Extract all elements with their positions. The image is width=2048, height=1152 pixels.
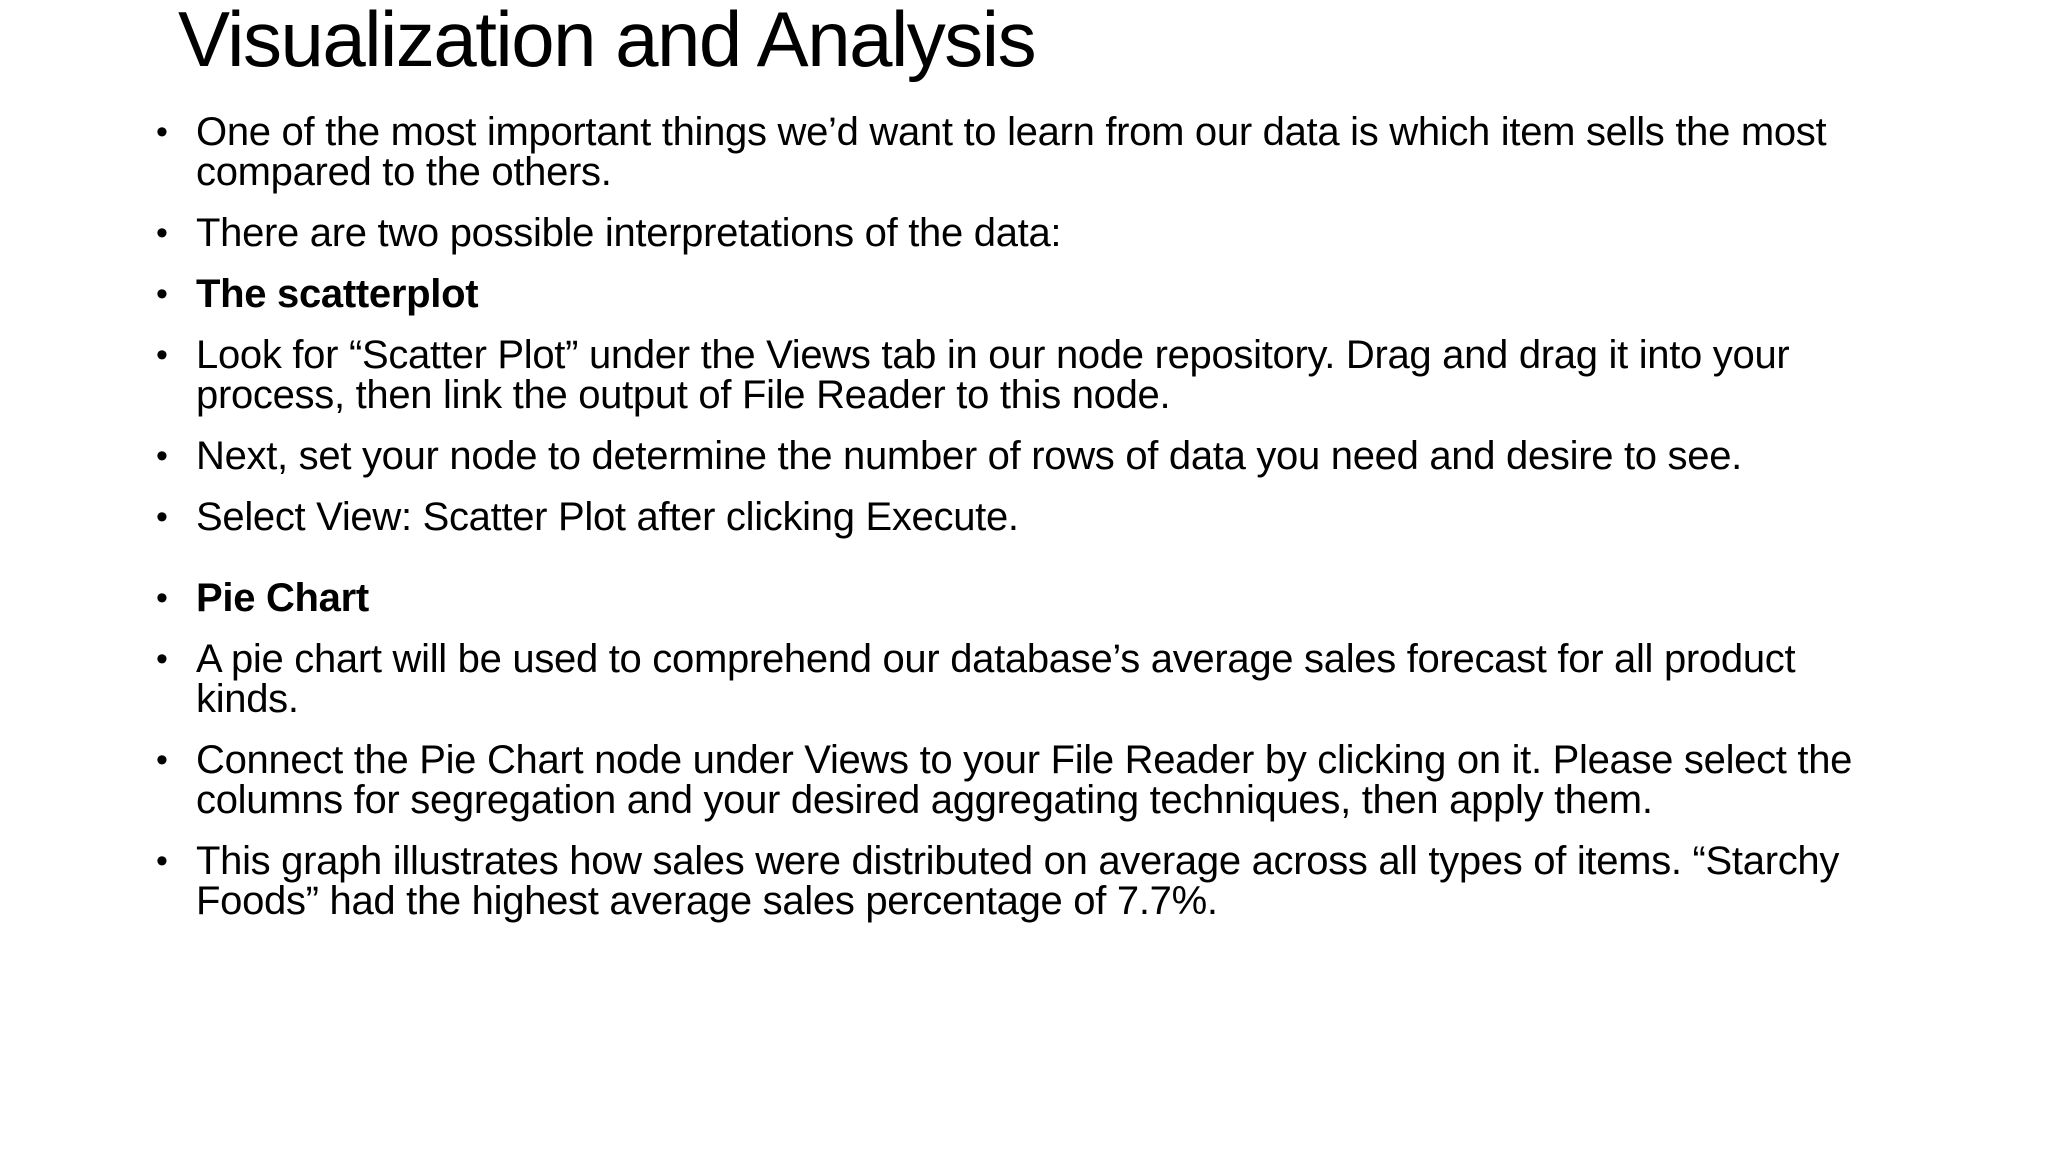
bullet-dot-icon: •	[156, 275, 168, 313]
bullet-item	[148, 436, 1908, 476]
bullet-item	[148, 639, 1908, 719]
bullet-text: Next, set your node to determine the number of rows of data you need and desire to see.	[196, 434, 1742, 478]
bullet-dot-icon: •	[156, 498, 168, 536]
bullet-item	[148, 841, 1908, 921]
bullet-text: This graph illustrates how sales were distributed on average across all types of items. “Starchy Foods” had the highest average sales percentage of 7.7%.	[196, 839, 1840, 923]
bullet-text: Look for “Scatter Plot” under the Views tab in our node repository. Drag and drag it into your process, then link the output of File Reader to this node.	[196, 333, 1790, 417]
bullet-dot-icon: •	[156, 741, 168, 779]
bullet-dot-icon: •	[156, 336, 168, 374]
bullet-dot-icon: •	[156, 214, 168, 252]
bullet-text: There are two possible interpretations of the data:	[196, 211, 1062, 255]
bullet-dot-icon: •	[156, 579, 168, 617]
bullet-dot-icon: •	[156, 437, 168, 475]
section-heading-scatterplot	[148, 274, 1908, 314]
bullet-text: Connect the Pie Chart node under Views to your File Reader by clicking on it. Please select the columns for segregation and your desired aggregating techniques, then apply them.	[196, 738, 1853, 822]
bullet-text: Select View: Scatter Plot after clicking Execute.	[196, 495, 1019, 539]
bullet-list	[148, 112, 1908, 942]
bullet-text: One of the most important things we’d want to learn from our data is which item sells the most compared to the others.	[196, 110, 1827, 194]
section-heading-pie-chart	[148, 578, 1908, 618]
bullet-item	[148, 740, 1908, 820]
bullet-item	[148, 213, 1908, 253]
bullet-text: Pie Chart	[196, 576, 369, 620]
bullet-item	[148, 112, 1908, 192]
bullet-item	[148, 335, 1908, 415]
bullet-dot-icon: •	[156, 640, 168, 678]
bullet-dot-icon: •	[156, 842, 168, 880]
bullet-item	[148, 497, 1908, 537]
slide-title: Visualization and Analysis	[178, 0, 1036, 83]
bullet-dot-icon: •	[156, 113, 168, 151]
bullet-text: A pie chart will be used to comprehend our database’s average sales forecast for all product kinds.	[196, 637, 1796, 721]
bullet-text: The scatterplot	[196, 272, 479, 316]
